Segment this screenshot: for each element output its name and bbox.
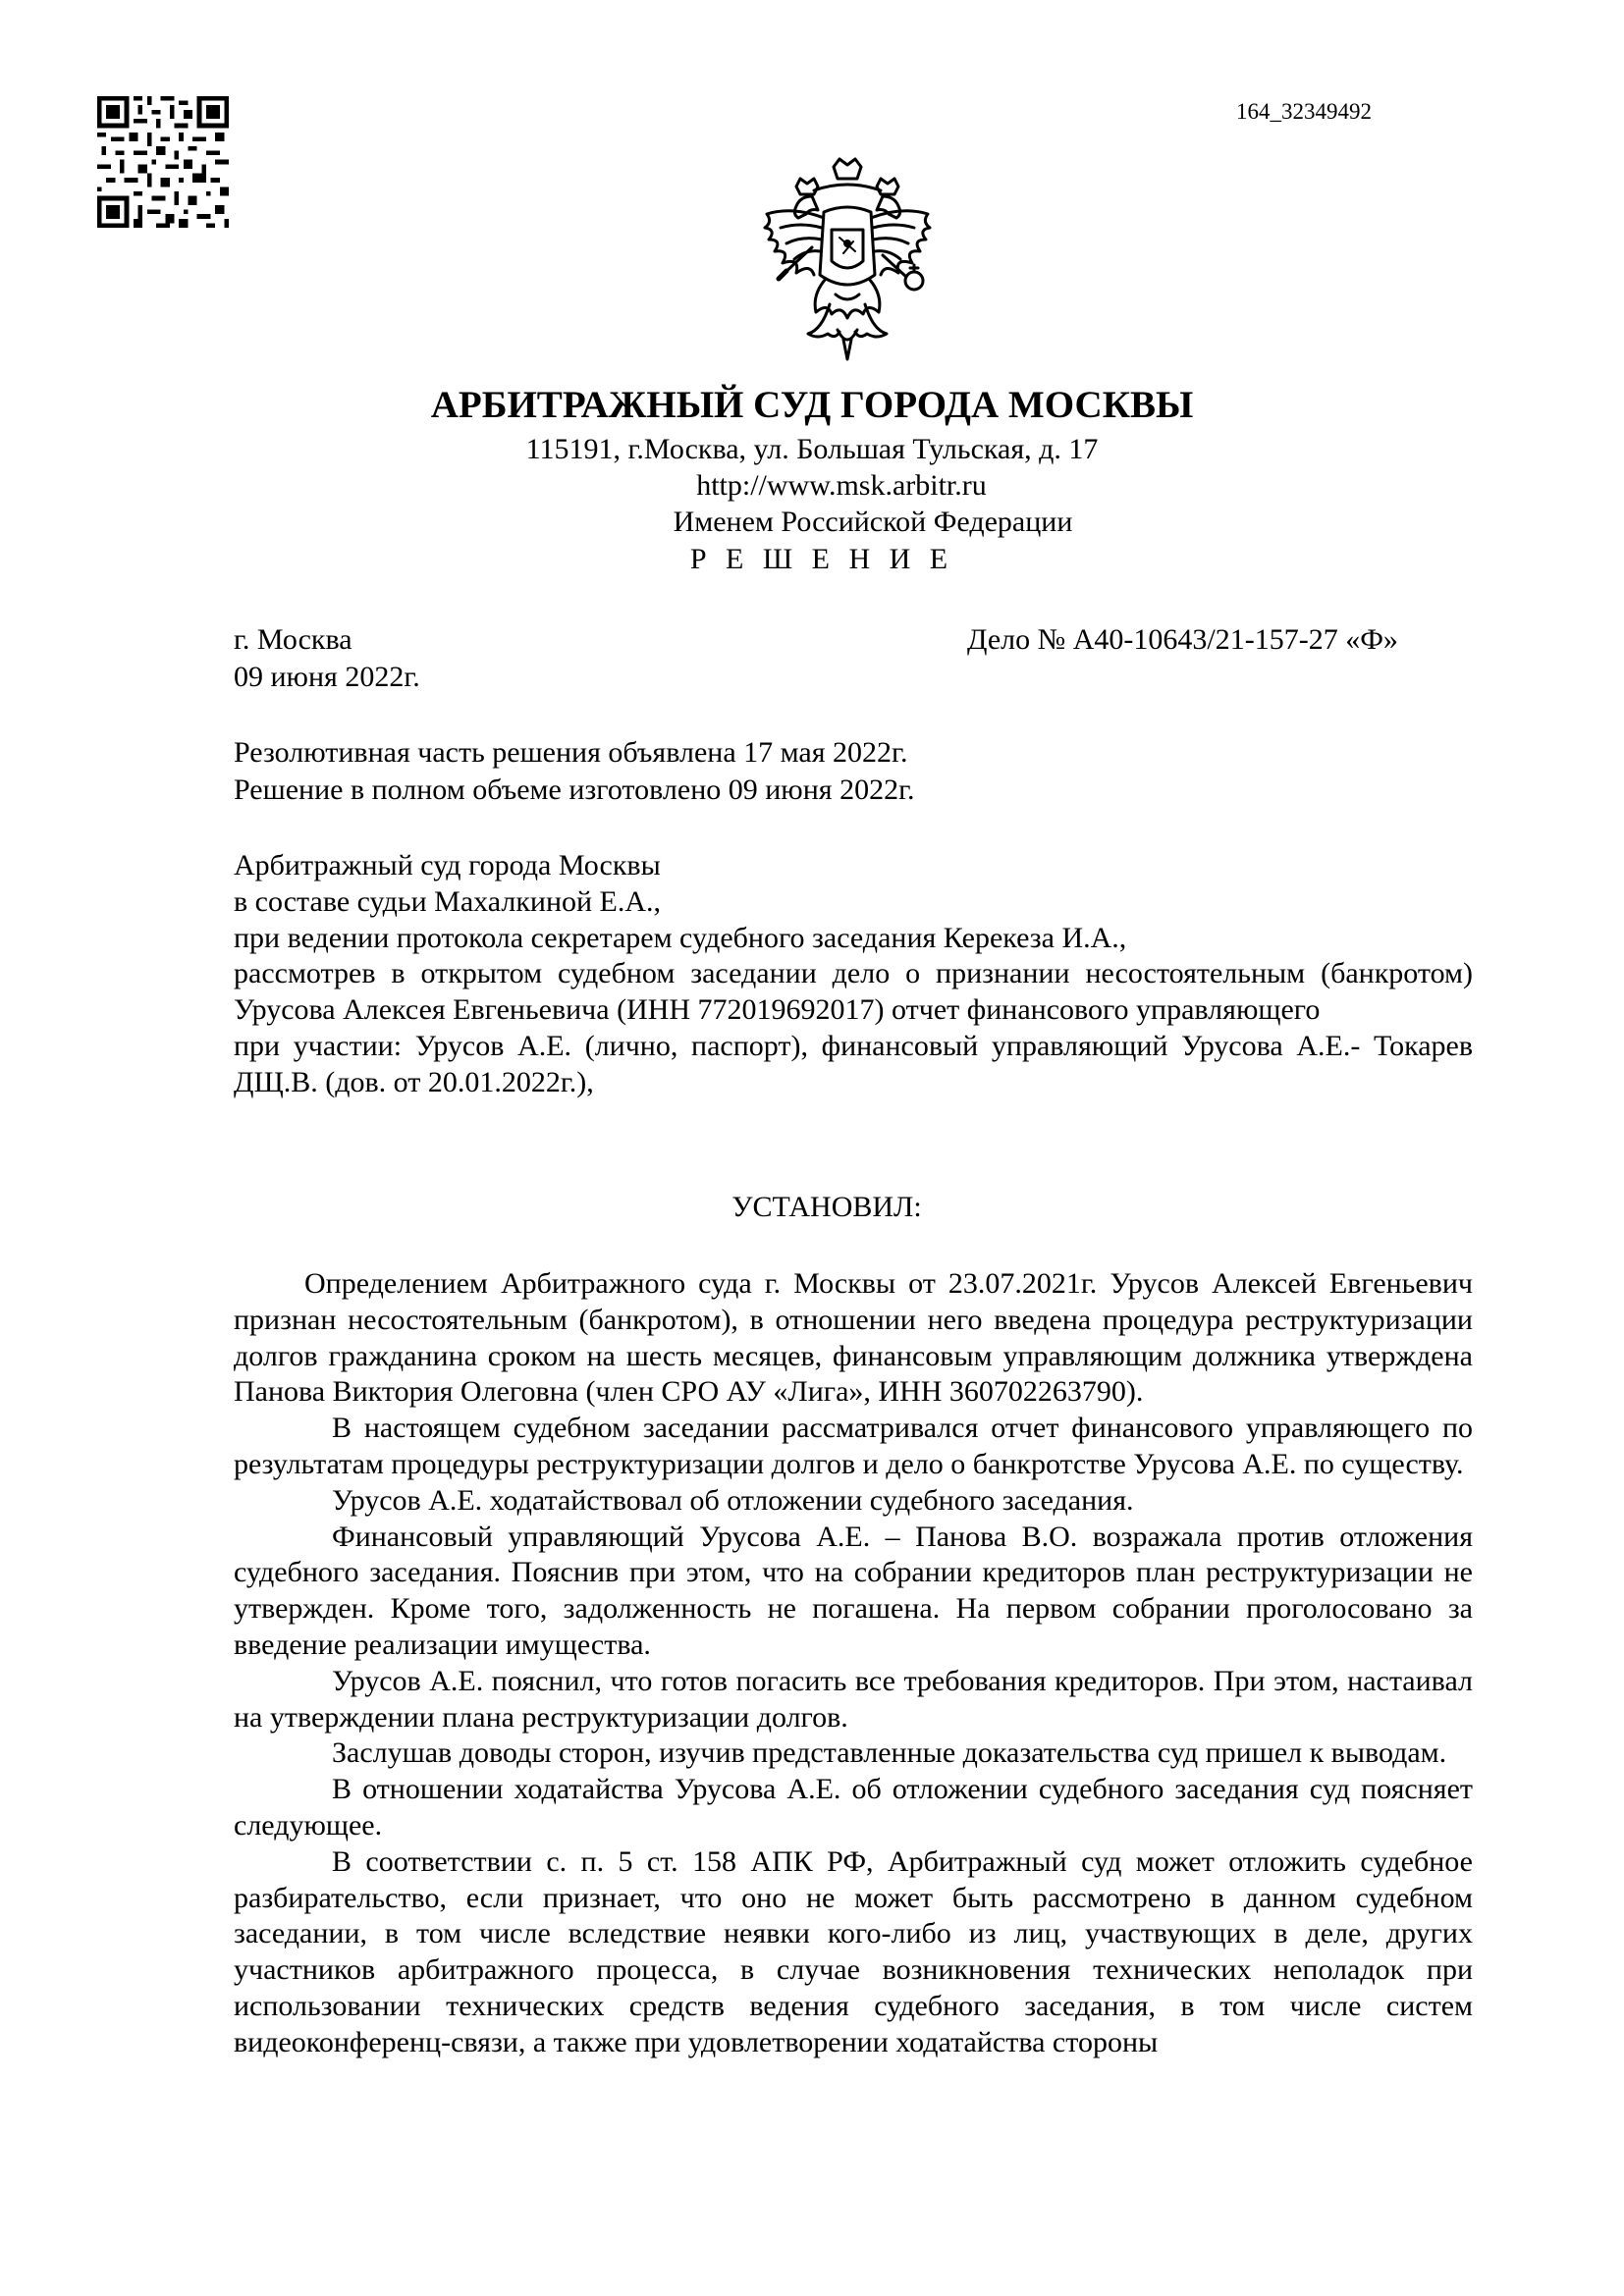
body-paragraph: Финансовый управляющий Урусова А.Е. – Панова В.О. возражала против отложения судебного заседания. Пояснив при этом, что на собрании кредиторов план реструктуризации не утвержден. Кроме того, задолженность не погашена. На первом собрании проголосовано за введение реализации имущества. — [234, 1520, 1473, 1661]
resolution-announced: Резолютивная часть решения объявлена 17 мая 2022г. — [234, 736, 908, 769]
body-paragraph: Определением Арбитражного суда г. Москвы от 23.07.2021г. Урусов Алексей Евгеньевич признан несостоятельным (банкротом), в отношении него введена процедура реструктуризации долгов гражданина сроком на шесть месяцев, финансовым управляющим должника утверждена Панова Виктория Олеговна (член СРО АУ «Лига», ИНН 360702263790). — [234, 1267, 1473, 1409]
decision-date: 09 июня 2022г. — [234, 661, 420, 693]
qr-code — [97, 96, 229, 228]
court-website: http://www.msk.arbitr.ru — [696, 469, 987, 502]
body-paragraph: В настоящем судебном заседании рассматривался отчет финансового управляющего по результатам процедуры реструктуризации долгов и дело о банкротстве Урусова А.Е. по существу. — [234, 1412, 1473, 1480]
court-name: АРБИТРАЖНЫЙ СУД ГОРОДА МОСКВЫ — [430, 384, 1194, 426]
body-paragraph: Урусов А.Е. пояснил, что готов погасить все требования кредиторов. При этом, настаивал на утверждении плана реструктуризации долгов. — [234, 1664, 1473, 1734]
composition-court: Арбитражный суд города Москвы — [234, 849, 661, 881]
case-number: Дело № А40-10643/21-157-27 «Ф» — [967, 623, 1398, 656]
decision-made: Решение в полном объеме изготовлено 09 июня 2022г. — [234, 774, 915, 806]
body-paragraph: В соответствии с. п. 5 ст. 158 АПК РФ, Арбитражный суд может отложить судебное разбирательство, если признает, что оно не может быть рассмотрено в данном судебном заседании, в том числе вследствие неявки кого-либо из лиц, участвующих в деле, других участников арбитражного процесса, в случае возникновения технических неполадок при использовании технических средств ведения судебного заседания, в том числе систем видеоконференц-связи, а также при удовлетворении ходатайства стороны — [234, 1844, 1473, 2058]
document-type: Р Е Ш Е Н И Е — [689, 543, 954, 575]
decision-body — [234, 1266, 1473, 2061]
court-composition — [234, 848, 1473, 1101]
body-paragraph: Заслушав доводы сторон, изучив представленные доказательства суд пришел к выводам. — [332, 1736, 1447, 1770]
coat-of-arms-emblem — [753, 157, 942, 365]
established-heading: УСТАНОВИЛ: — [731, 1191, 922, 1223]
body-paragraph: Урусов А.Е. ходатайствовал об отложении судебного заседания. — [332, 1483, 1134, 1517]
document-code: 164_32349492 — [1236, 99, 1372, 124]
on-behalf-line: Именем Российской Федерации — [673, 506, 1073, 538]
composition-case-description: рассмотрев в открытом судебном заседании дело о признании несостоятельным (банкротом) Урусова Алексея Евгеньевича (ИНН 772019692017) отчет финансового управляющего — [234, 957, 1473, 1027]
composition-participants: при участии: Урусов А.Е. (лично, паспорт), финансовый управляющий Урусова А.Е.- Токарев ДЩ.В. (дов. от 20.01.2022г.), — [234, 1029, 1473, 1098]
court-address: 115191, г.Москва, ул. Большая Тульская, д. 17 — [525, 433, 1099, 465]
composition-secretary: при ведении протокола секретарем судебного заседания Керекеза И.А., — [234, 921, 1127, 954]
body-paragraph: В отношении ходатайства Урусова А.Е. об отложении судебного заседания суд поясняет следующее. — [234, 1773, 1473, 1842]
city: г. Москва — [234, 623, 352, 656]
composition-judge: в составе судьи Махалкиной Е.А., — [234, 884, 662, 918]
